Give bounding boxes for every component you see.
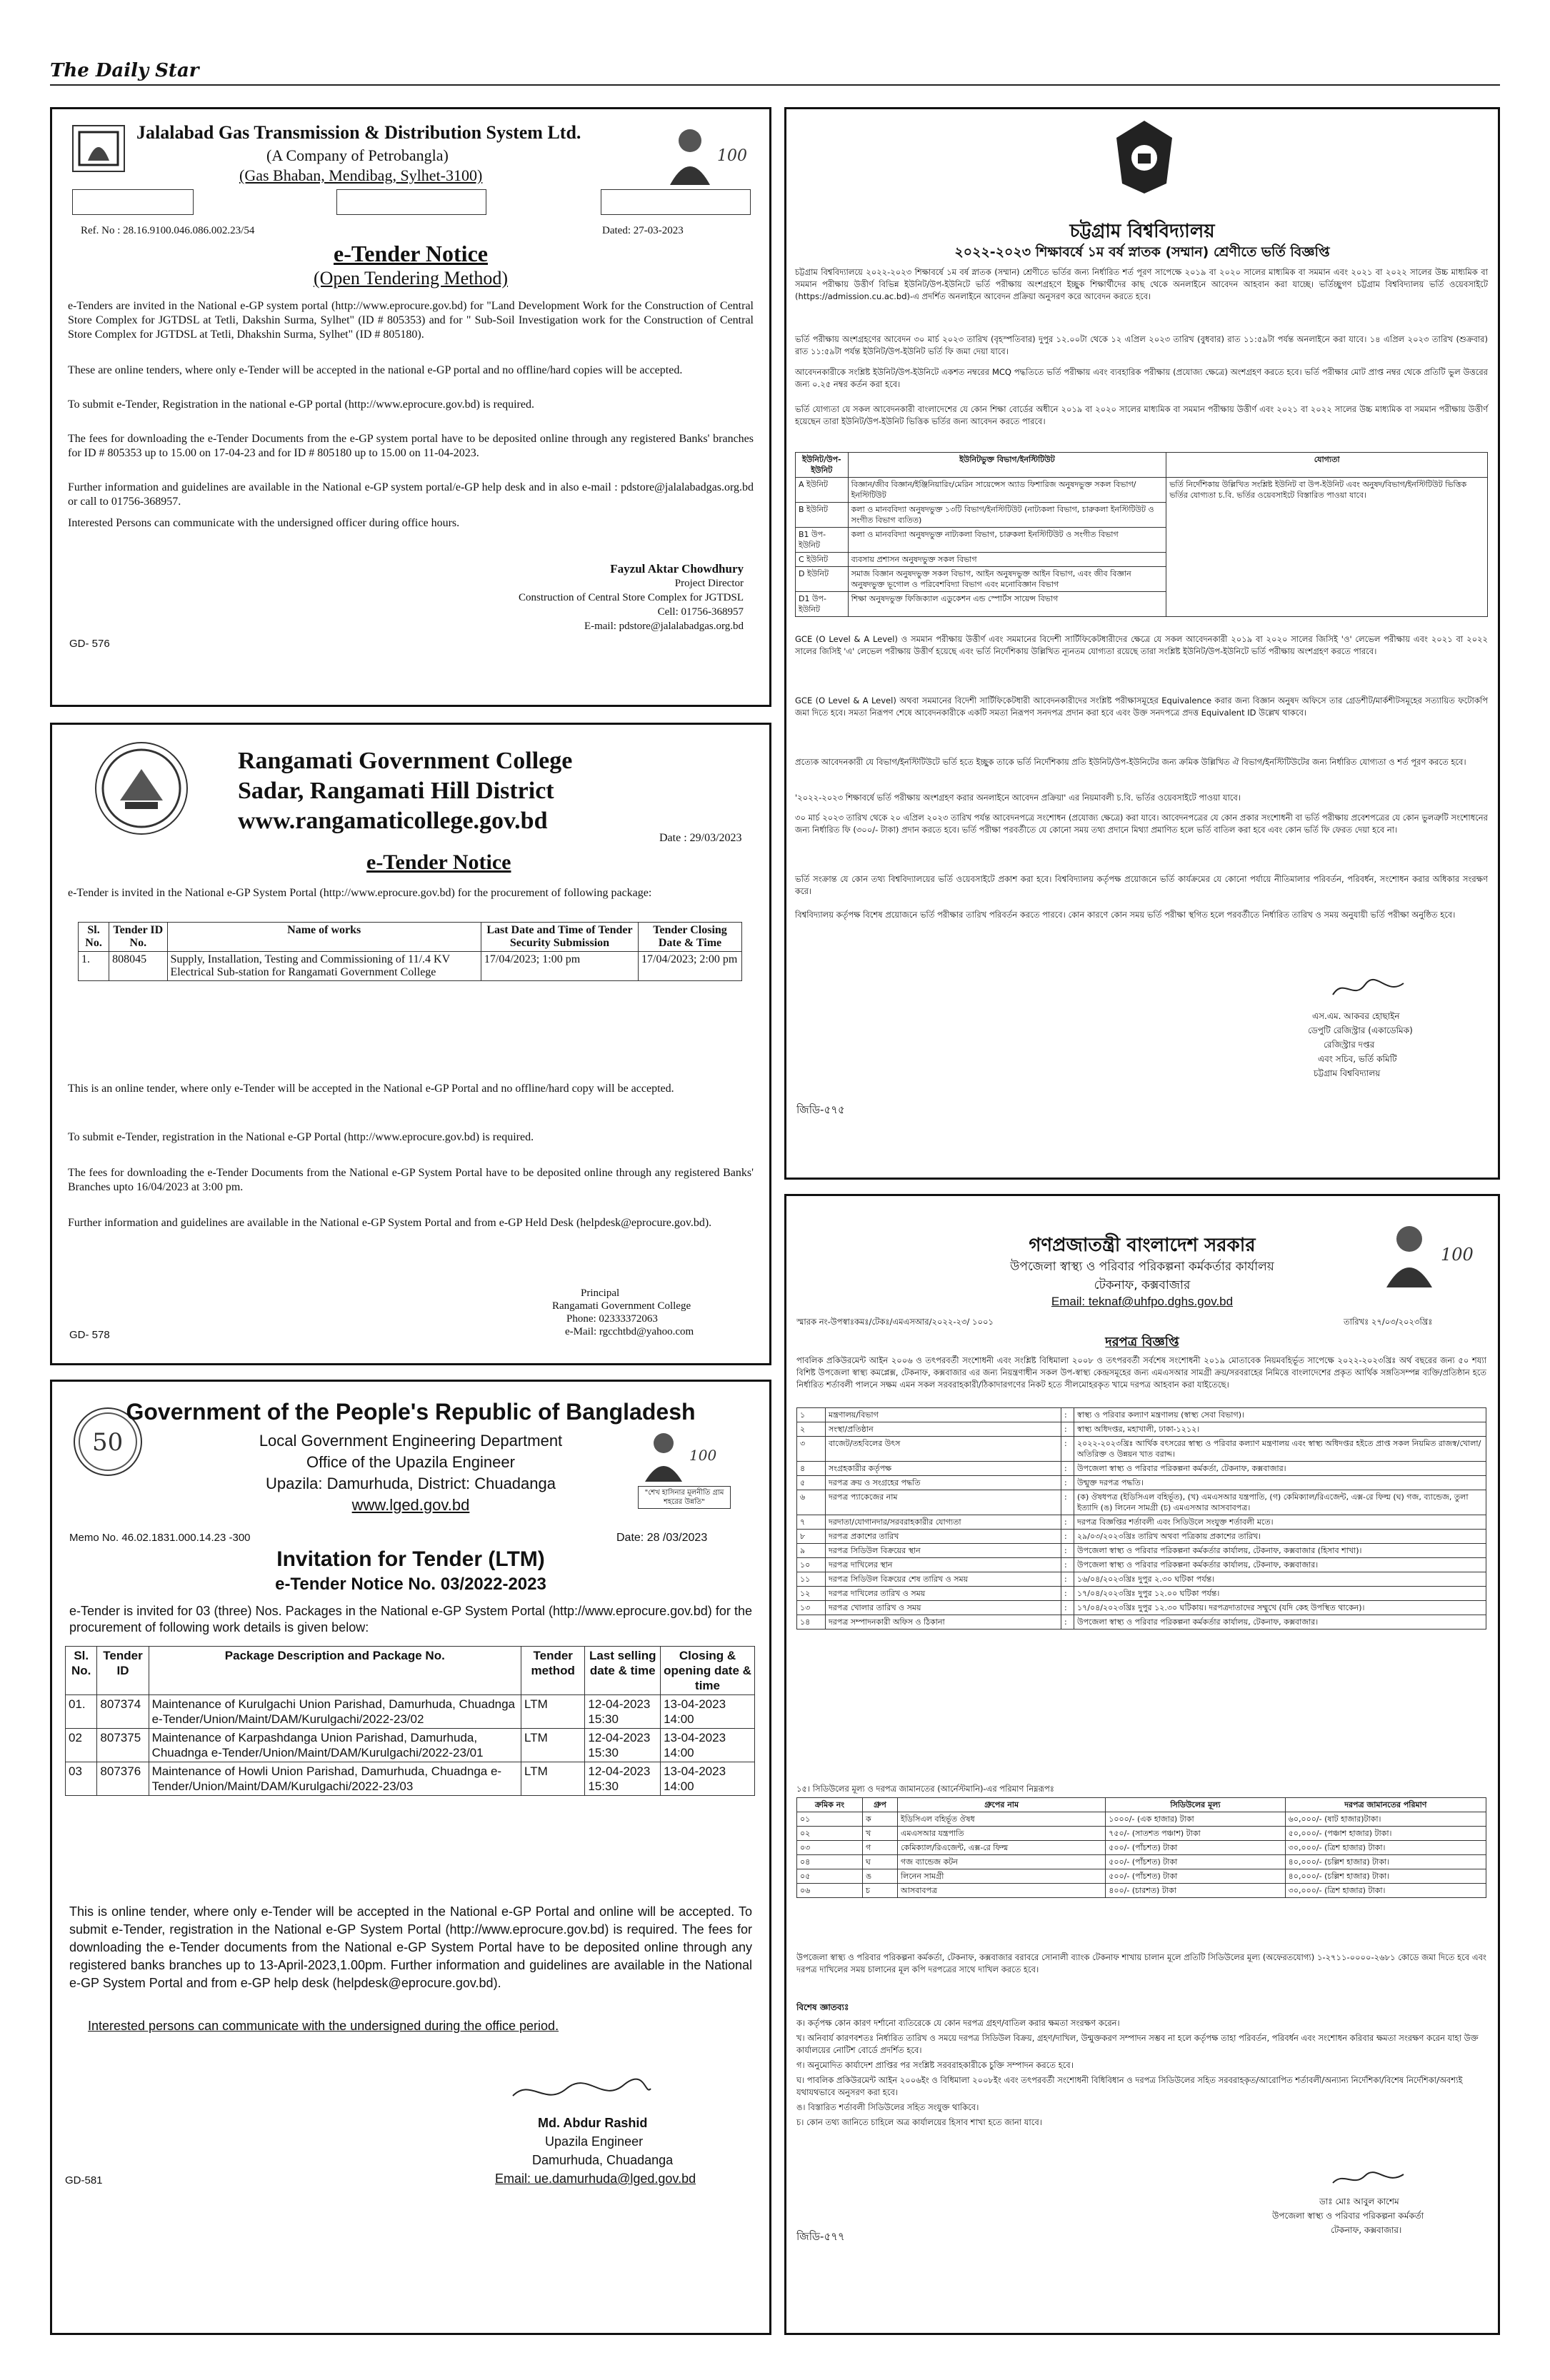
table-cell: লিনেন সামগ্রী [898,1869,1106,1884]
row-number: ৩ [797,1437,826,1462]
rangamati-tender-ad [50,723,771,1365]
masthead-rule [50,84,1500,86]
row-sep: : [1061,1437,1074,1462]
table-row [796,478,1488,503]
row-sep: : [1061,1408,1074,1422]
teknaf-tender-ad [784,1194,1500,2335]
signature-scribble [509,2074,652,2110]
ad-code: GD- 576 [69,638,110,650]
para-2: These are online tenders, where only e-Tender will be accepted in the national e-GP portal and no offline/hard copies will be accepted. [68,364,683,376]
signatory-place: Damurhuda, Chuadanga [532,2153,674,2167]
column-header: Sl. No. [66,1647,97,1695]
dept-line: Local Government Engineering Department [259,1432,563,1450]
para-4: Further information and guidelines are available in the National e-GP System Portal and from e-GP Held Desk (helpdesk@eprocure.gov.bd). [68,1217,712,1229]
table-cell: ৪০,০০০/- (চল্লিশ হাজার) টাকা। [1285,1855,1486,1869]
table-cell: ০৬ [797,1884,863,1898]
row-label: সংগ্রহকারীর কর্তৃপক্ষ [826,1462,1061,1476]
table-cell: খ [862,1827,897,1841]
notes-list [796,2017,1486,2132]
table-cell: ৫০,০০০/- (পঞ্চাশ হাজার) টাকা। [1285,1827,1486,1841]
email-line: Email: teknaf@uhfpo.dghs.gov.bd [1051,1295,1234,1308]
para-1: This is online tender, where only e-Tender will be accepted in the National e-GP Portal and online will be accepted. To submit e-Tender, registration in the National e-GP System Portal (http://www.eprocure.gov.bd) is required. The fees for downloading the e-Tender documents from the National e-GP System Portal have to be deposited online through any registered banks branches up to 13-April-2023,1.00pm. Further information and guidelines are available in the National e-GP System Portal and from e-GP help desk (helpdesk@eprocure.gov.bd). [69,1904,752,1990]
office-line: Office of the Upazila Engineer [306,1453,515,1471]
table-cell: D1 উপ-ইউনিট [796,592,849,617]
signatory-4: e-Mail: rgcchtbd@yahoo.com [565,1326,694,1337]
table-cell: 17/04/2023; 2:00 pm [639,952,742,981]
signatory-4: এবং সচিব, ভর্তি কমিটি [1318,1054,1397,1064]
intro-para: পাবলিক প্রকিউরমেন্ট আইন ২০০৬ ও তৎপরবর্তী সংশোধনী এবং সংশ্লিষ্ট বিধিমালা ২০০৮ ও তৎপরবর্তী সর্বশেষ সংশোধনী ২০১৯ মোতাবেক নিয়মবহির্ভূত সাপেক্ষে ২০২২-২০২৩খ্রিঃ অর্থ বছরের জন্য ৫০ শয্যা বিশিষ্ট উপজেলা স্বাস্থ্য কমপ্লেক্স, টেকনাফ, কক্সবাজার এর জন্য নিয়ন্ত্রণাধীন সকল উপ-স্বাস্থ্য কেন্দ্রসমূহের জন্য এমএসআর সামগ্রী ক্রয়/সরবরাহের নিমিত্তে বাংলাদেশের প্রকৃত আর্থিক সঙ্গতিসম্পন্ন ব্যক্তি/প্রতিষ্ঠান হতে নির্ধারিত শর্তাবলী পালনে সক্ষম এমন সকল সরবরাহকারী/ঠিকাদারগণের নিকট হতে সীলমোহরকৃত খামে দরপত্র আহবান করা যাইতেছে। [796,1355,1486,1390]
org-name: Jalalabad Gas Transmission & Distribution System Ltd. [136,122,581,143]
table-cell: সমাজ বিজ্ঞান অনুষদভুক্ত সকল বিভাগ, আইন অনুষদভুক্ত আইন বিভাগ, এবং জীব বিজ্ঞান অনুষদভুক্ত ভূগোল ও পরিবেশবিদ্যা বিভাগ এবং মনোবিজ্ঞান বিভাগ [848,567,1166,592]
para-7: প্রত্যেক আবেদনকারী যে বিভাগ/ইনস্টিটিউটে ভর্তি হতে ইচ্ছুক তাকে ভর্তি নির্দেশিকায় প্রতি ইউনিট/উপ-ইউনিটের জন্য ক্রমিক উল্লিখিত ঐ বিভাগ/ইনস্টিটিউটের জন্য নির্ধারিত যোগ্যতা ও শর্ত পূরণ করতে হবে। [795,757,1466,767]
ad-code: GD-581 [65,2174,103,2186]
table-row [797,1544,1486,1558]
table-row [797,1476,1486,1490]
cu-admission-ad [784,107,1500,1180]
row-sep: : [1061,1572,1074,1587]
row-label: সংস্থা/প্রতিষ্ঠান [826,1422,1061,1437]
row-value: স্বাস্থ্য ও পরিবার কল্যাণ মন্ত্রণালয় (স্বাস্থ্য সেবা বিভাগ)। [1074,1408,1486,1422]
table-cell: B ইউনিট [796,503,849,528]
fee-intro: ১৫। সিডিউলের মূল্য ও দরপত্র জামানতের (আর্নেস্টমানি)-এর পরিমাণ নিম্নরূপঃ [796,1784,1054,1794]
table-cell: Maintenance of Howli Union Parishad, Damurhuda, Chuadnga e-Tender/Union/Maint/DAM/Kurulgachi/2022-23/03 [149,1762,521,1796]
slogan-boxes [72,189,751,215]
para-3: The fees for downloading the e-Tender Documents from the National e-GP System Portal have to be deposited online through any registered Banks' Branches upto 16/04/2023 at 3:00 pm. [68,1167,754,1193]
jalalabad-logo [72,125,125,172]
table-cell: ইডিসিএল বহির্ভূত ঔষধ [898,1812,1106,1827]
table-cell: 807375 [97,1729,149,1762]
intro-para: e-Tender is invited for 03 (three) Nos. Packages in the National e-GP System Portal (http://www.eprocure.gov.bd) for the procurement of following work details is given below: [69,1604,752,1635]
para-2: To submit e-Tender, registration in the National e-GP Portal (http://www.eprocure.gov.bd) is required. [68,1131,534,1143]
fee-table [796,1797,1486,1898]
table-cell: কেমিক্যাল/রিএজেন্ট, এক্স-রে ফিল্ম [898,1841,1106,1855]
row-number: ১১ [797,1572,826,1587]
signatory-title: Project Director [674,578,744,589]
mujib-portrait [663,119,747,185]
table-row [797,1490,1486,1515]
row-value: উপজেলা স্বাস্থ্য ও পরিবার পরিকল্পনা কর্মকর্তার কার্যালয়, টেকনাফ, কক্সবাজার (হিসাব শাখা)। [1074,1544,1486,1558]
portrait-icon [663,119,747,185]
row-sep: : [1061,1558,1074,1572]
college-name: Rangamati Government College [238,748,573,774]
table-cell: LTM [521,1695,585,1729]
table-cell: ৬০,০০০/- (ষাট হাজার)টাকা। [1285,1812,1486,1827]
row-label: মন্ত্রণালয়/বিভাগ [826,1408,1061,1422]
para-2: ভর্তি পরীক্ষায় অংশগ্রহণের আবেদন ৩০ মার্চ ২০২৩ তারিখ (বৃহস্পতিবার) দুপুর ১২.০০টা থেকে ১২ এপ্রিল ২০২৩ তারিখ (বুধবার) রাত ১১:৫৯টা পর্যন্ত অনলাইনে করা যাবে। ১৪ এপ্রিল ২০২৩ তারিখ (শুক্রবার) রাত ১১:৫৯টা পর্যন্ত ইউনিট/উপ-ইউনিট ভর্তি ফি জমা দেয়া যাবে। [795,334,1488,356]
row-number: ১ [797,1408,826,1422]
table-cell: চ [862,1884,897,1898]
row-sep: : [1061,1422,1074,1437]
address-line: (Gas Bhaban, Mendibag, Sylhet-3100) [239,166,483,184]
gov-title: Government of the People's Republic of Bangladesh [126,1399,696,1425]
portrait-icon [1379,1216,1479,1287]
row-value: স্বাস্থ্য অধিদপ্তর, মহাখালী, ঢাকা-১২১২। [1074,1422,1486,1437]
table-row [797,1812,1486,1827]
table-cell: কলা ও মানববিদ্যা অনুষদভুক্ত নাট্যকলা বিভাগ, চারুকলা ইনস্টিটিউট ও সংগীত বিভাগ [848,528,1166,553]
column-header: যোগ্যতা [1166,453,1488,478]
table-cell: C ইউনিট [796,553,849,567]
university-name: চট্টগ্রাম বিশ্ববিদ্যালয় [1069,221,1215,242]
memo-number: Memo No. 46.02.1831.000.14.23 -300 [69,1532,251,1544]
row-number: ১২ [797,1587,826,1601]
website-line: www.lged.gov.bd [351,1496,470,1514]
row-value: ১৭/০৪/২০২৩খ্রিঃ দুপুর ১২.০০ ঘটিকা পর্যন্ত। [1074,1587,1486,1601]
university-crest-icon [1112,118,1176,196]
notice-subtitle: (Open Tendering Method) [313,268,509,288]
para-6: Interested Persons can communicate with the undersigned officer during office hours. [68,517,460,529]
para-3: To submit e-Tender, Registration in the national e-GP portal (http://www.eprocure.gov.bd) is required. [68,398,534,411]
note-item: গ। অনুমোদিত কার্যাদেশ প্রাপ্তির পর সংশ্লিষ্ট সরবরাহকারীকে চুক্তি সম্পাদন করতে হবে। [796,2060,1074,2070]
college-logo [95,742,188,835]
row-label: দরদাতা/যোগানদার/সরবরাহকারীর যোগ্যতা [826,1515,1061,1530]
para-4: The fees for downloading the e-Tender Documents from the e-GP system portal have to be deposited online through any registered Banks' branches for ID # 805353 up to 15.00 on 17-04-23 and for ID # 805180 up to 15.00 on 11-04-2023. [68,433,754,459]
mujib-portrait [638,1425,722,1482]
college-place: Sadar, Rangamati Hill District [238,778,554,804]
row-number: ১৪ [797,1615,826,1630]
row-number: ৮ [797,1530,826,1544]
para-8: '২০২২-২০২৩ শিক্ষাবর্ষে ভর্তি পরীক্ষায় অংশগ্রহণ করার অনলাইনে আবেদন প্রক্রিয়া' এর নিয়মাবলী চ.বি. ভর্তির ওয়েবসাইটে পাওয়া যাবে। [795,793,1241,803]
column-header: ইউনিটভুক্ত বিভাগ/ইনস্টিটিউট [848,453,1166,478]
column-header: Tender method [521,1647,585,1695]
column-header: গ্রুপের নাম [898,1798,1106,1812]
packages-table [65,1646,755,1796]
row-sep: : [1061,1515,1074,1530]
table-cell: ৫০০/- (পাঁচশত) টাকা [1106,1855,1285,1869]
column-header: Tender ID No. [109,923,167,952]
note-item: ক। কর্তৃপক্ষ কোন কারণ দর্শানো ব্যতিরেকে যে কোন দরপত্র গ্রহণ/বাতিল করার ক্ষমতা সংরক্ষণ করেন। [796,2018,1120,2028]
table-cell: D ইউনিট [796,567,849,592]
table-cell: ০৩ [797,1841,863,1855]
table-cell: 808045 [109,952,167,981]
row-sep: : [1061,1462,1074,1476]
signatory-name: Fayzul Aktar Chowdhury [610,562,744,576]
table-cell: ০২ [797,1827,863,1841]
table-row [797,1408,1486,1422]
note-item: ঘ। পাবলিক প্রকিউরমেন্ট আইন ২০০৬ইং ও বিধিমালা ২০০৮ইং এবং তৎপরবর্তী সংশোধনী বিধিবিধান ও দরপত্র সিডিউলের সহিত সরবরাহকৃত/আরোপিত শর্তাবলী/অন্যান্য নির্দেশিকা/বিশেষ নির্দেশিকা/অবশ্যই যথাযথভাবে অনুসরণ করা হবে। [796,2075,1463,2097]
table-cell: ৫০০/- (পাঁচশত) টাকা [1106,1869,1285,1884]
table-cell: ৩০,০০০/- (ত্রিশ হাজার) টাকা। [1285,1841,1486,1855]
row-number: ৬ [797,1490,826,1515]
row-label: দরপত্র ক্রয় ও সংগ্রহের পদ্ধতি [826,1476,1061,1490]
para-1: This is an online tender, where only e-Tender will be accepted in the National e-GP Portal and no offline/hard copy will be accepted. [68,1083,674,1095]
notice-subtitle: e-Tender Notice No. 03/2022-2023 [275,1575,546,1594]
para-1: e-Tenders are invited in the National e-GP system portal (http://www.eprocure.gov.bd) for "Land Development Work for the Construction of Central Store Complex for JGTDSL at Tetli, Dakshin Surma, Sylhet" (ID # 805353) and for " Sub-Soil Investigation work for the Construction of Central Store Complex for JGTDSL at Tetli, Dhakshin Surma, Sylhet" (ID # 805180). [68,300,754,341]
table-cell: 02 [66,1729,97,1762]
table-cell: ৪০০/- (চারশত) টাকা [1106,1884,1285,1898]
column-header: গ্রুপ [862,1798,897,1812]
row-number: ৯ [797,1544,826,1558]
table-row [66,1762,755,1796]
table-row [797,1827,1486,1841]
notice-title: e-Tender Notice [334,241,488,266]
para-6: GCE (O Level & A Level) অথবা সমমানের বিদেশী সার্টিফিকেটধারী আবেদনকারীদের সংশ্লিষ্ট পরীক্ষাসমূহের Equivalence করার জন্য বিজ্ঞান অনুষদ অফিসে তার গ্রেডশীট/মার্কশীটসমূহের সত্যায়িত ফটোকপি জমা দিতে হবে। সমতা নিরূপণ শেষে আবেদনকারীকে একটি সমতা নিরূপণ সনদপত্র প্রদান করা হবে এবং উক্ত সনদপত্রে প্রদত্ত Equivalent ID উল্লেখ থাকবে। [795,696,1488,718]
table-row [797,1422,1486,1437]
jalalabad-tender-ad [50,107,771,707]
table-cell: ০৪ [797,1855,863,1869]
row-value: উপজেলা স্বাস্থ্য ও পরিবার পরিকল্পনা কর্মকর্তার কার্যালয়, টেকনাফ, কক্সবাজার। [1074,1558,1486,1572]
table-cell: 807374 [97,1695,149,1729]
signatory-name: Md. Abdur Rashid [538,2116,648,2130]
table-cell: ঙ [862,1869,897,1884]
row-sep: : [1061,1476,1074,1490]
signatory-2: Rangamati Government College [552,1300,691,1312]
table-cell: কলা ও মানববিদ্যা অনুষদভুক্ত ১৩টি বিভাগ/ইনস্টিটিউট (নাট্যকলা বিভাগ, চারুকলা ইনস্টিটিউট ও সংগীত বিভাগ ব্যতিত) [848,503,1166,528]
table-cell: ৭৫০/- (সাতশত পঞ্চাশ) টাকা [1106,1827,1285,1841]
column-header: Tender ID [97,1647,149,1695]
table-row [797,1841,1486,1855]
college-crest-icon [96,743,186,833]
para-1: চট্টগ্রাম বিশ্ববিদ্যালয়ে ২০২২-২০২৩ শিক্ষাবর্ষে ১ম বর্ষ স্নাতক (সম্মান) শ্রেণীতে ভর্তির জন্য নির্ধারিত শর্ত পূরণ সাপেক্ষে ২০১৯ বা ২০২০ সালের মাধ্যমিক বা সমমান এবং ২০২১ বা ২০২২ সালের উচ্চ মাধ্যমিক বা সমমান পরীক্ষায় উত্তীর্ণ বিভিন্ন ইউনিট/উপ-ইউনিটে ভর্তি পরীক্ষায় অংশগ্রহণে ইচ্ছুক শিক্ষার্থীদের কাছ থেকে অনলাইনে আবেদন আহবান করা যাচ্ছে। ভর্তিচ্ছুগণ চট্টগ্রাম বিশ্ববিদ্যালয় ভর্তি ওয়েবসাইটে (https://admission.cu.ac.bd)-এ প্রদর্শিত অনলাইনে আবেদন প্রক্রিয়া অনুসরণ করে আবেদন করতে হবে। [795,267,1488,301]
row-value: উন্মুক্ত দরপত্র পদ্ধতি। [1074,1476,1486,1490]
para-2: Interested persons can communicate with the undersigned during the office period. [88,2019,559,2033]
mujib-portrait [1379,1216,1479,1287]
row-number: ২ [797,1422,826,1437]
signatory-email: E-mail: pdstore@jalalabadgas.org.bd [584,621,744,632]
table-cell: ০৫ [797,1869,863,1884]
signature-scribble [1329,975,1408,1003]
table-cell: B1 উপ-ইউনিট [796,528,849,553]
signatory-3: রেজিস্ট্রার দপ্তর [1324,1040,1375,1050]
table-row [797,1462,1486,1476]
ad-code: GD- 578 [69,1329,110,1341]
row-label: দরপত্র সিডিউল বিক্রয়ের স্থান [826,1544,1061,1558]
column-header: Package Description and Package No. [149,1647,521,1695]
row-value: ২০২২-২০২৩খ্রিঃ আর্থিক বৎসরের স্বাস্থ্য ও পরিবার কল্যাণ মন্ত্রণালয় এবং স্বাস্থ্য অধিদপ্তর হইতে প্রাপ্ত সকল নিয়মিত রাজস্ব/খোলা/ অতিরিক্ত ও উন্নয়ন খাত বরাদ্দ। [1074,1437,1486,1462]
column-header: Tender Closing Date & Time [639,923,742,952]
table-row [797,1855,1486,1869]
row-number: ১০ [797,1558,826,1572]
signatory-title: Upazila Engineer [545,2134,644,2149]
row-label: দরপত্র সম্পাদনকারী অফিস ও ঠিকানা [826,1615,1061,1630]
column-header: ইউনিট/উপ-ইউনিট [796,453,849,478]
table-cell: ঘ [862,1855,897,1869]
office-line: উপজেলা স্বাস্থ্য ও পরিবার পরিকল্পনা কর্মকর্তার কার্যালয় [1010,1260,1274,1274]
cu-logo [1112,118,1176,196]
table-row [797,1587,1486,1601]
lged-tender-ad [50,1380,771,2335]
ref-date: Dated: 27-03-2023 [602,225,684,236]
memo-date: Date: 28 /03/2023 [616,1532,708,1544]
column-header: Name of works [167,923,481,952]
table-cell: 1. [79,952,109,981]
signature-scribble [1329,2169,1408,2190]
signatory-1: এস.এম. আকবর হোছাইন [1312,1011,1400,1021]
row-sep: : [1061,1490,1074,1515]
company-line: (A Company of Petrobangla) [266,146,449,164]
table-row [797,1869,1486,1884]
place-line: টেকনাফ, কক্সবাজার [1094,1278,1191,1292]
table-cell: ০১ [797,1812,863,1827]
signatory-email: Email: ue.damurhuda@lged.gov.bd [495,2171,696,2186]
table-cell: 12-04-2023 15:30 [585,1729,661,1762]
signatory-1: ডাঃ মোঃ আবুল কাশেম [1319,2196,1399,2206]
table-row [797,1558,1486,1572]
row-number: ৪ [797,1462,826,1476]
table-row [797,1515,1486,1530]
table-row [797,1572,1486,1587]
intro-para: e-Tender is invited in the National e-GP System Portal (http://www.eprocure.gov.bd) for the procurement of following package: [68,887,652,899]
para-10: ভর্তি সংক্রান্ত যে কোন তথ্য বিশ্ববিদ্যালয়ের ভর্তি ওয়েবসাইটে প্রকাশ করা হবে। বিশ্ববিদ্যালয় কর্তৃপক্ষ প্রয়োজনে ভর্তি কার্যক্রমের যে কোনো পর্যায়ে নীতিমালার পরিবর্তন, পরিবর্ধন, সংশোধন করার অধিকার সংরক্ষণ করে। [795,874,1488,896]
unit-table [795,452,1488,617]
ad-code: জিডি-৫৭৫ [796,1103,845,1116]
signatory-cell: Cell: 01756-368957 [657,606,744,618]
row-number: ১৩ [797,1601,826,1615]
notice-title: Invitation for Tender (LTM) [276,1547,545,1571]
after-table-para: উপজেলা স্বাস্থ্য ও পরিবার পরিকল্পনা কর্মকর্তা, টেকনাফ, কক্সবাজার বরাবরে সোনালী ব্যাংক টেকনাফ শাখায় চালান মূলে প্রতিটি সিডিউলের মূল্য (অফেরতযোগ্য) ১-২৭১১-০০০০-২৬৮১ কোডে জমা দিতে হবে এবং দরপত্র দাখিলের সময় চালানের মূল কপি দরপত্রের সাথে দাখিল করতে হবে। [796,1952,1486,1974]
row-label: দরপত্র দাখিলের তারিখ ও সময় [826,1587,1061,1601]
upazila-line: Upazila: Damurhuda, District: Chuadanga [266,1475,556,1492]
college-website: www.rangamaticollege.gov.bd [238,808,548,834]
row-number: ৭ [797,1515,826,1530]
column-header: Last selling date & time [585,1647,661,1695]
column-header: Closing & opening date & time [661,1647,755,1695]
table-row [79,952,742,981]
row-label: বাজেট/তহবিলের উৎস [826,1437,1061,1462]
para-4: ভর্তি যোগ্যতা যে সকল আবেদনকারী বাংলাদেশের যে কোন শিক্ষা বোর্ডের অধীনে ২০১৯ বা ২০২০ সালের মাধ্যমিক বা সমমান পরীক্ষায় উত্তীর্ণ এবং ২০২১ বা ২০২২ সালের উচ্চ মাধ্যমিক বা সমমান পরীক্ষায় উত্তীর্ণ হয়েছেন তারা ইউনিট/উপ-ইউনিট ভিত্তিক ভর্তির জন্য আবেদন করতে পারবে। [795,404,1488,426]
table-cell: 12-04-2023 15:30 [585,1695,661,1729]
row-sep: : [1061,1587,1074,1601]
table-cell: 13-04-2023 14:00 [661,1729,755,1762]
column-header: Last Date and Time of Tender Security Submission [481,923,638,952]
row-value: ১৬/০৪/২০২৩খ্রিঃ দুপুর ২.৩০ ঘটিকা পর্যন্ত। [1074,1572,1486,1587]
table-cell: গজ ব্যান্ডেজ কটন [898,1855,1106,1869]
table-cell: বিজ্ঞান/জীব বিজ্ঞান/ইঞ্জিনিয়ারিং/মেরিন সায়েন্সেস অ্যাড ফিশারিজ অনুষদভুক্ত সকল বিভাগ/ইনস্টিটিউট [848,478,1166,503]
table-cell: LTM [521,1729,585,1762]
notes-title: বিশেষ জ্ঞাতব্যঃ [796,2002,849,2012]
table-cell: Maintenance of Karpashdanga Union Parishad, Damurhuda, Chuadnga e-Tender/Union/Maint/DAM/Kurulgachi/2022-23/01 [149,1729,521,1762]
table-cell: গ [862,1841,897,1855]
row-value: দরপত্র বিজ্ঞপ্তির শর্তাবলী এবং সিডিউলে সংযুক্ত শর্তাবলী মতে। [1074,1515,1486,1530]
note-item: চ। কোন তথ্য জানিতে চাহিলে অত্র কার্যালয়ের হিসাব শাখা হতে জানা যাবে। [796,2117,1042,2127]
column-header: দরপত্র জামানতের পরিমাণ [1285,1798,1486,1812]
signatory-1: Principal [581,1287,620,1299]
note-item: ঙ। বিস্তারিত শর্তাবলী সিডিউলের সহিত সংযুক্ত থাকিবে। [796,2102,979,2112]
column-header: ক্রমিক নং [797,1798,863,1812]
table-cell: ব্যবসায় প্রশাসন অনুষদভুক্ত সকল বিভাগ [848,553,1166,567]
table-cell: 03 [66,1762,97,1796]
table-cell: 13-04-2023 14:00 [661,1762,755,1796]
para-9: ৩০ মার্চ ২০২৩ তারিখ থেকে ২০ এপ্রিল ২০২৩ তারিখ পর্যন্ত আবেদনপত্রে সংশোধন (প্রযোজ্য ক্ষেত্রে) করা যাবে। আবেদনপত্রের যে কোন প্রকার সংশোধনী বা ভর্তি পরীক্ষায় প্রবেশপত্রের যে কোন ভুলত্রুটি সংশোধনের জন্য নির্ধারিত ফি (৩০০/- টাকা) প্রদান করতে হবে। ভর্তি পরীক্ষা পরবর্তীতে যে কোনো সময় তথ্য প্রদানে মিথ্যা প্রমাণিত হলে ভর্তি বাতিল করা হবে এবং কোন ভর্তি ফি ফেরত দেয়া হবে না। [795,813,1488,835]
table-row [797,1437,1486,1462]
row-number: ৫ [797,1476,826,1490]
row-label: দরপত্র সিডিউল বিক্রয়ের শেষ তারিখ ও সময় [826,1572,1061,1587]
qualification-cell: ভর্তি নির্দেশিকায় উল্লিখিত সংশ্লিষ্ট ইউনিট বা উপ-ইউনিট এবং অনুষদ/বিভাগ/ইনস্টিটিউট ভিত্তিক ভর্তির যোগ্যতা চ.বি. ভর্তির ওয়েবসাইটে বিস্তারিত পাওয়া যাবে। [1166,478,1488,617]
svg-text:100: 100 [717,147,747,165]
row-sep: : [1061,1601,1074,1615]
para-3: আবেদনকারীকে সংশ্লিষ্ট ইউনিট/উপ-ইউনিটে একশত নম্বরের MCQ পদ্ধতিতে ভর্তি পরীক্ষায় এবং ব্যবহারিক পরীক্ষায় (প্রযোজ্য ক্ষেত্রে) অংশগ্রহণ করতে হবে। ভর্তি পরীক্ষার মোট প্রাপ্ত নম্বর থেকে প্রতিটি ভুল উত্তরের জন্য ০.২৫ নম্বর কর্তন করা হবে। [795,367,1488,389]
signatory-2: উপজেলা স্বাস্থ্য ও পরিবার পরিকল্পনা কর্মকর্তা [1272,2211,1424,2221]
row-sep: : [1061,1615,1074,1630]
column-header: সিডিউলের মূল্য [1106,1798,1285,1812]
ad-code: জিডি-৫৭৭ [796,2230,845,2243]
signatory-2: ডেপুটি রেজিস্ট্রার (একাডেমিক) [1308,1025,1413,1035]
row-value: (ক) ঔষধপত্র (ইডিসিএল বহির্ভূত), (খ) এমএসআর যন্ত্রপাতি, (গ) কেমিক্যাল/রিএজেন্ট, এক্স-রে ফিল্ম (ঘ) গজ, ব্যান্ডেজ, তুলা ইত্যাদি (ঙ) লিনেন সামগ্রী (চ) এমএসআর আসবাবপত্র। [1074,1490,1486,1515]
admission-title: ২০২২-২০২৩ শিক্ষাবর্ষে ১ম বর্ষ স্নাতক (সম্মান) শ্রেণীতে ভর্তি বিজ্ঞপ্তি [954,244,1330,260]
table-cell: 01. [66,1695,97,1729]
svg-text:100: 100 [689,1447,717,1464]
row-label: দরপত্র খোলার তারিখ ও সময় [826,1601,1061,1615]
para-5: GCE (O Level & A Level) ও সমমান পরীক্ষায় উত্তীর্ণ এবং সমমানের বিদেশী সার্টিফিকেটধারীদের ক্ষেত্রে যে সকল আবেদনকারী ২০১৯ বা ২০২০ সালের জিসিই 'ও' লেভেল পরীক্ষায় এবং ২০২১ বা ২০২২ সালের জিসিই 'এ' লেভেল পরীক্ষায় উত্তীর্ণ হয়েছে এবং ভর্তি নির্দেশিকায় উল্লিখিত ন্যূনতম যোগ্যতা রয়েছে তারা সংশ্লিষ্ট ইউনিট/উপ-ইউনিটে ভর্তি পরীক্ষায় অংশগ্রহণ করতে পারবে। [795,634,1488,656]
row-value: উপজেলা স্বাস্থ্য ও পরিবার পরিকল্পনা কর্মকর্তার কার্যালয়, টেকনাফ, কক্সবাজার। [1074,1615,1486,1630]
ref-number: Ref. No : 28.16.9100.046.086.002.23/54 [81,225,255,236]
row-value: ১৭/০৪/২০২৩খ্রিঃ দুপুর ১২.৩০ ঘটিকায়। দরপত্রদাতাদের সম্মুখে (যদি কেহ উপস্থিত থাকেন)। [1074,1601,1486,1615]
table-row [66,1695,755,1729]
para-5: Further information and guidelines are available in the National e-GP system portal/e-GP help desk and in also e-mail : pdstore@jalalabadgas.org.bd or call to 01756-368957. [68,481,754,508]
svg-text:50: 50 [92,1428,124,1457]
notice-title: দরপত্র বিজ্ঞপ্তি [1105,1335,1179,1350]
table-cell: 807376 [97,1762,149,1796]
table-cell: 17/04/2023; 1:00 pm [481,952,638,981]
table-cell: LTM [521,1762,585,1796]
signatory-3: Phone: 02333372063 [566,1313,658,1325]
notice-date: Date : 29/03/2023 [659,832,742,844]
para-11: বিশ্ববিদ্যালয় কর্তৃপক্ষ বিশেষ প্রয়োজনে ভর্তি পরীক্ষার তারিখ পরিবর্তন করতে পারবে। কোন কারণে কোন সময় ভর্তি পরীক্ষা স্থগিত হলে পরবর্তীতে নির্ধারিত তারিখ ও সময় অনুযায়ী ভর্তি পরীক্ষা অনুষ্ঠিত হবে। [795,910,1456,920]
slogan-box: "শেখ হাসিনার মূলনীতি গ্রাম শহরের উন্নতি" [638,1486,731,1509]
table-cell: আসবাবপত্র [898,1884,1106,1898]
gas-flame-icon [74,126,124,171]
tender-info-table [796,1407,1486,1630]
table-cell: Supply, Installation, Testing and Commissioning of 11/.4 KV Electrical Sub-station for Rangamati Government College [167,952,481,981]
svg-text:100: 100 [1441,1245,1474,1265]
column-header: Sl. No. [79,923,109,952]
table-row [797,1530,1486,1544]
table-cell: শিক্ষা অনুষদভুক্ত ফিজিক্যাল এডুকেশন এন্ড স্পোর্টস সায়েন্স বিভাগ [848,592,1166,617]
portrait-icon [638,1425,722,1482]
table-row [797,1601,1486,1615]
table-row [797,1884,1486,1898]
table-cell: ৫০০/- (পাঁচশত) টাকা [1106,1841,1285,1855]
row-sep: : [1061,1544,1074,1558]
table-cell: ক [862,1812,897,1827]
table-cell: ১০০০/- (এক হাজার) টাকা [1106,1812,1285,1827]
signatory-project: Construction of Central Store Complex for JGTDSL [519,592,744,603]
row-value: উপজেলা স্বাস্থ্য ও পরিবার পরিকল্পনা কর্মকর্তা, টেকনাফ, কক্সবাজার। [1074,1462,1486,1476]
table-cell: 13-04-2023 14:00 [661,1695,755,1729]
table-row [66,1729,755,1762]
memo-number: স্মারক নং-উপস্বাঃকমঃ/টেকঃ/এমএসআর/২০২২-২৩/ ১০০১ [796,1317,994,1327]
row-label: দরপত্র দাখিলের স্থান [826,1558,1061,1572]
notice-title: e-Tender Notice [366,850,511,874]
note-item: খ। অনিবার্য কারণবশতঃ নির্ধারিত তারিখ ও সময়ে দরপত্র সিডিউল বিক্রয়, গ্রহণ/দাখিল, উন্মুক্তকরণ সম্পাদন সম্ভব না হলে কর্তৃপক্ষ তাহা পরিবর্তন, পরিবর্ধন এবং সংশোধন করিবার ক্ষমতা সংরক্ষণ করেন যাহা উক্ত কার্যালয়ের নোটিশ বোর্ডে প্রদর্শিত হবে। [796,2033,1479,2055]
signatory-5: চট্টগ্রাম বিশ্ববিদ্যালয় [1314,1068,1381,1078]
table-cell: Maintenance of Kurulgachi Union Parishad, Damurhuda, Chuadnga e-Tender/Union/Maint/DAM/Kurulgachi/2022-23/02 [149,1695,521,1729]
table-cell: 12-04-2023 15:30 [585,1762,661,1796]
row-label: দরপত্র প্রকাশের তারিখ [826,1530,1061,1544]
table-row [797,1615,1486,1630]
row-sep: : [1061,1530,1074,1544]
row-value: ২৯/০৩/২০২৩খ্রিঃ তারিখ অথবা পত্রিকায় প্রকাশের তারিখ। [1074,1530,1486,1544]
package-table [78,922,742,981]
table-cell: ৩০,০০০/- (ত্রিশ হাজার) টাকা। [1285,1884,1486,1898]
gov-title: গণপ্রজাতন্ত্রী বাংলাদেশ সরকার [1029,1235,1256,1256]
memo-date: তারিখঃ ২৭/০৩/২০২৩খ্রিঃ [1344,1317,1433,1327]
table-cell: ৪০,০০০/- (চল্লিশ হাজার) টাকা। [1285,1869,1486,1884]
signatory-3: টেকনাফ, কক্সবাজার। [1331,2225,1402,2235]
row-label: দরপত্র প্যাকেজের নাম [826,1490,1061,1515]
table-cell: এমএসআর যন্ত্রপাতি [898,1827,1106,1841]
table-cell: A ইউনিট [796,478,849,503]
newspaper-masthead: The Daily Star [50,60,199,81]
